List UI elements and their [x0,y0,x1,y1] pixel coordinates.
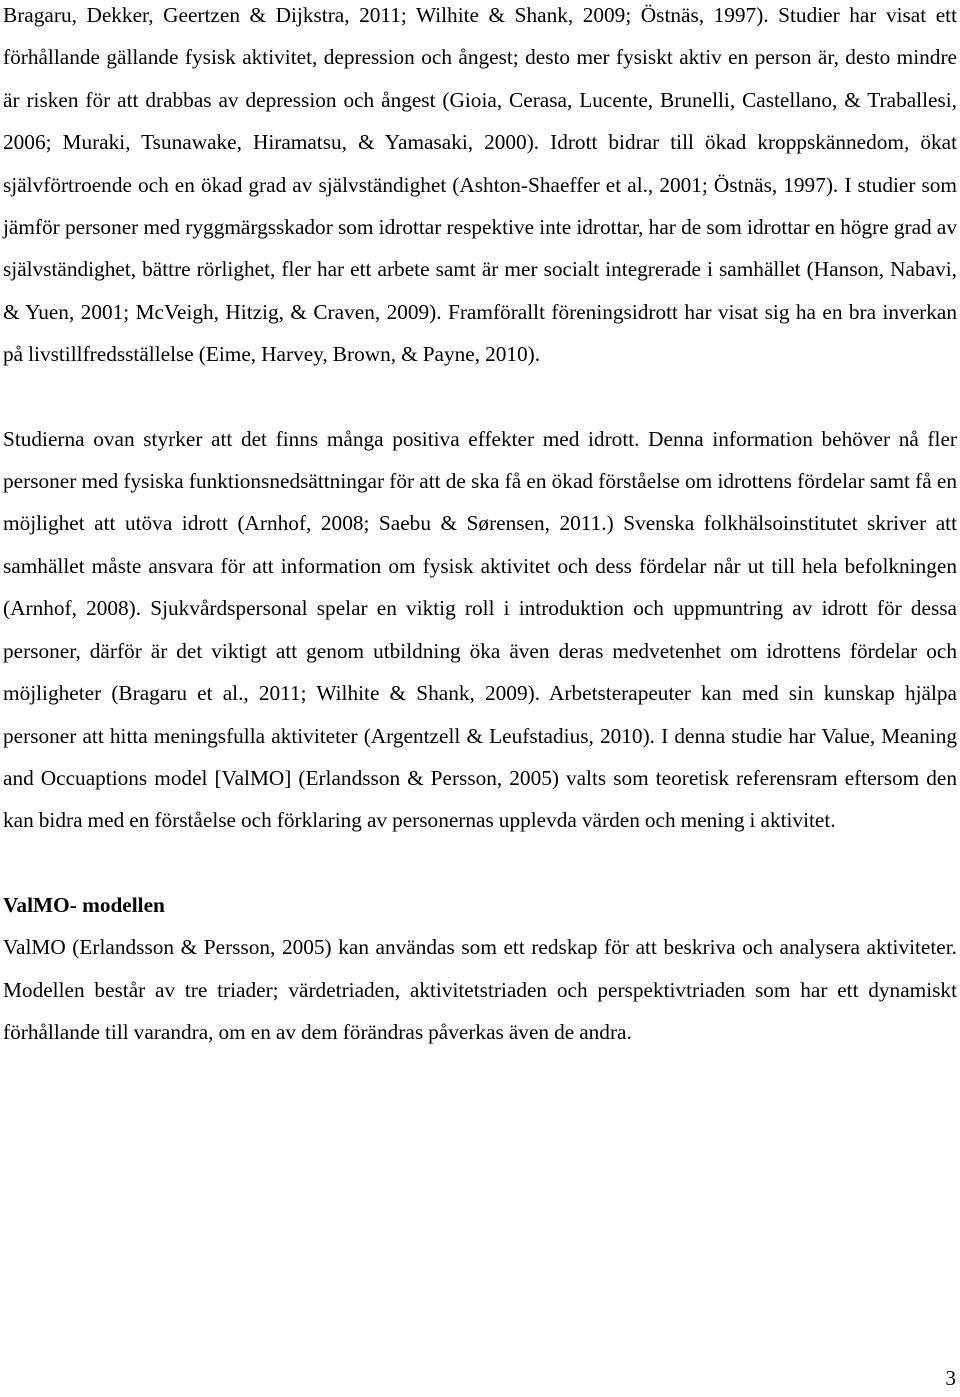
body-paragraph: ValMO (Erlandsson & Persson, 2005) kan användas som ett redskap för att beskriva och analysera aktiviteter. Modellen består av tre triader; värdetriaden, aktivitetstriaden och perspektivtriaden som har ett dynamiskt förhållande till varandra, om en av dem förändras påverkas även de andra. [3,935,957,1044]
document-page [3,0,957,1053]
section-heading: ValMO- modellen [3,892,165,917]
body-paragraph: Bragaru, Dekker, Geertzen & Dijkstra, 2011; Wilhite & Shank, 2009; Östnäs, 1997). Studier har visat ett förhållande gällande fysisk aktivitet, depression och ångest; desto mer fysiskt aktiv en person är, desto mindre är risken för att drabbas av depression och ångest (Gioia, Cerasa, Lucente, Brunelli, Castellano, & Traballesi, 2006; Muraki, Tsunawake, Hiramatsu, & Yamasaki, 2000). Idrott bidrar till ökad kroppskännedom, ökat självförtroende och en ökad grad av självständighet (Ashton-Shaeffer et al., 2001; Östnäs, 1997). I studier som jämför personer med ryggmärgsskador som idrottar respektive inte idrottar, har de som idrottar en högre grad av självständighet, bättre rörlighet, fler har ett arbete samt är mer socialt integrerade i samhället (Hanson, Nabavi, & Yuen, 2001; McVeigh, Hitzig, & Craven, 2009). Framförallt föreningsidrott har visat sig ha en bra inverkan på livstillfredsställelse (Eime, Harvey, Brown, & Payne, 2010). [3,3,957,367]
body-paragraph: Studierna ovan styrker att det finns många positiva effekter med idrott. Denna information behöver nå fler personer med fysiska funktionsnedsättningar för att de ska få en ökad förståelse om idrottens fördelar samt få en möjlighet att utöva idrott (Arnhof, 2008; Saebu & Sørensen, 2011.) Svenska folkhälsoinstitutet skriver att samhället måste ansvara för att information om fysisk aktivitet och dess fördelar når ut till hela befolkningen (Arnhof, 2008). Sjukvårdspersonal spelar en viktig roll i introduktion och uppmuntring av idrott för dessa personer, därför är det viktigt att genom utbildning öka även deras medvetenhet om idrottens fördelar och möjligheter (Bragaru et al., 2011; Wilhite & Shank, 2009). Arbetsterapeuter kan med sin kunskap hjälpa personer att hitta meningsfulla aktiviteter (Argentzell & Leufstadius, 2010). I denna studie har Value, Meaning and Occuaptions model [ValMO] (Erlandsson & Persson, 2005) valts som teoretisk referensram eftersom den kan bidra med en förståelse och förklaring av personernas upplevda värden och mening i aktivitet. [3,426,957,833]
page-number: 3 [945,1366,956,1390]
